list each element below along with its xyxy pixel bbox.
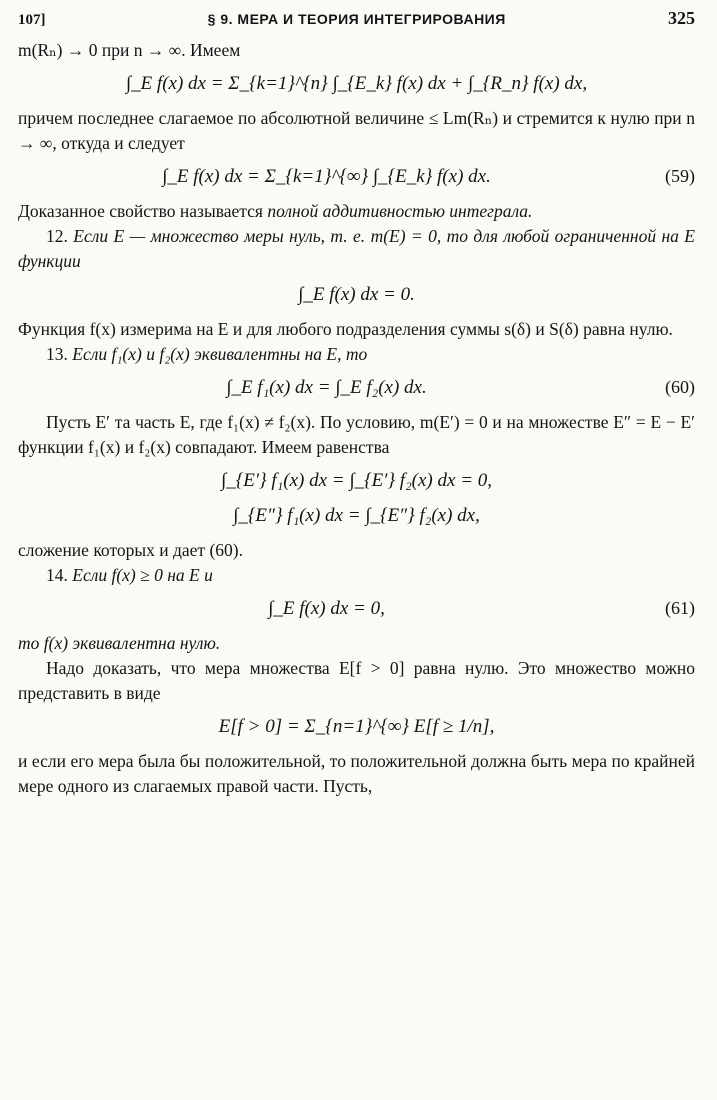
equation-row: [18, 375, 695, 400]
paragraph: [18, 199, 695, 224]
equation-number: (60): [665, 377, 695, 397]
statement-emphasis: Если f(x) ≥ 0 на E и: [72, 565, 213, 585]
formula: ∫_E f(x) dx = Σ_{k=1}^{n} ∫_{E_k} f(x) dx + ∫_{R_n} f(x) dx,: [125, 73, 588, 94]
formula: ∫_{E″} f₁(x) dx = ∫_{E″} f₂(x) dx,: [233, 505, 480, 526]
section-title: § 9. МЕРА И ТЕОРИЯ ИНТЕГРИРОВАНИЯ: [207, 11, 506, 27]
page-number: 325: [667, 8, 695, 28]
formula: ∫_E f(x) dx = Σ_{k=1}^{∞} ∫_{E_k} f(x) dx.: [162, 166, 491, 187]
equation-number: (61): [665, 598, 695, 618]
formula: ∫_{E′} f₁(x) dx = ∫_{E′} f₂(x) dx = 0,: [220, 470, 493, 491]
statement-emphasis: Если E — множество меры нуль, т. е. m(E) = 0, то для любой ограниченной на E функции: [18, 226, 695, 271]
property-statement: [18, 563, 695, 588]
property-number: 12.: [46, 226, 74, 246]
property-number: 14.: [46, 565, 73, 585]
equation-number: (59): [665, 166, 695, 186]
statement-emphasis: Если f₁(x) и f₂(x) эквивалентны на E, то: [72, 344, 368, 364]
paragraph: причем последнее слагаемое по абсолютной величине ≤ Lm(Rₙ) и стремится к нулю при n → ∞, откуда и следует: [18, 108, 695, 153]
paragraph: Функция f(x) измерима на E и для любого подразделения суммы s(δ) и S(δ) равна нулю.: [18, 319, 673, 339]
paragraph-text: Доказанное свойство называется: [18, 201, 268, 221]
paragraph: [18, 631, 695, 656]
equation-row: [18, 596, 695, 621]
paragraph: сложение которых и дает (60).: [18, 540, 243, 560]
running-header: [18, 8, 695, 38]
statement-emphasis: то f(x) эквивалентна нулю.: [18, 633, 221, 653]
header-left: 107]: [18, 12, 46, 28]
property-statement: [18, 342, 695, 367]
formula: ∫_E f(x) dx = 0,: [268, 598, 385, 619]
property-statement: [18, 224, 695, 274]
formula: ∫_E f(x) dx = 0.: [298, 284, 415, 305]
paragraph: Пусть E′ та часть E, где f₁(x) ≠ f₂(x). По условию, m(E′) = 0 и на множестве E″ = E − E′ функции f₁(x) и f₂(x) совпадают. Имеем равенства: [18, 412, 695, 457]
paragraph: и если его мера была бы положительной, то положительной должна быть мера по крайней мере одного из слагаемых правой части. Пусть,: [18, 751, 695, 796]
paragraph: m(Rₙ) → 0 при n → ∞. Имеем: [18, 40, 241, 60]
paragraph: Надо доказать, что мера множества E[f > 0] равна нулю. Это множество можно представить в виде: [18, 658, 695, 703]
term-emphasis: полной аддитивностью интеграла.: [267, 201, 533, 221]
formula: ∫_E f₁(x) dx = ∫_E f₂(x) dx.: [226, 377, 427, 398]
formula: E[f > 0] = Σ_{n=1}^{∞} E[f ≥ 1/n],: [218, 716, 495, 737]
page-body: [18, 38, 695, 799]
property-number: 13.: [46, 344, 73, 364]
equation-row: [18, 164, 695, 189]
